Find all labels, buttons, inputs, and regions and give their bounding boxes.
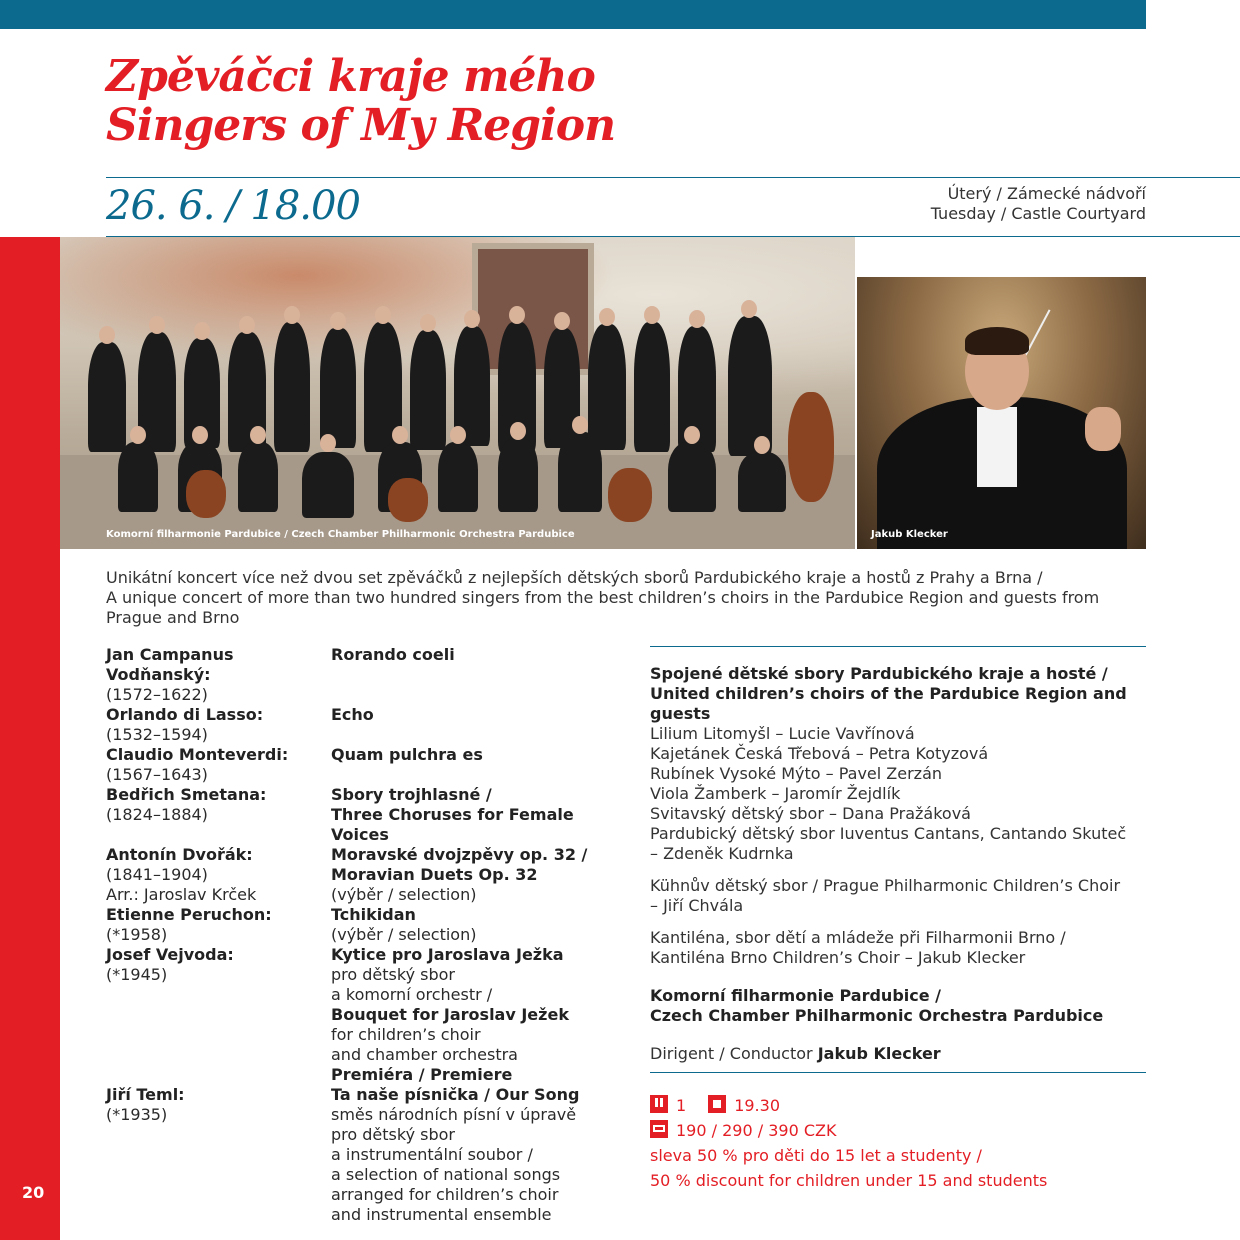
program-row — [106, 1065, 631, 1085]
intro-cz: Unikátní koncert více než dvou set zpěváčků z nejlepších dětských sborů Pardubického kraje a hostů z Prahy a Brna / — [106, 568, 1043, 587]
wheelchair-icon — [650, 1095, 668, 1113]
page-title — [106, 52, 615, 150]
info-row-time — [650, 1093, 1146, 1118]
conductor-hand — [1085, 407, 1121, 451]
top-color-bar — [0, 0, 1146, 29]
program-row — [106, 925, 631, 945]
work-cell: a komorní orchestr / — [331, 985, 493, 1004]
composer-cell: Antonín Dvořák: — [106, 845, 253, 864]
event-venue — [931, 184, 1146, 224]
program-row — [106, 965, 631, 985]
info-row-prices — [650, 1118, 1146, 1143]
brno-choir-line1: Kantiléna, sbor dětí a mládeže při Filharmonii Brno / — [650, 928, 1066, 947]
intro-en: A unique concert of more than two hundred singers from the best children’s choirs in the Pardubice Region and guests from Prague and Brno — [106, 588, 1100, 627]
program-row — [106, 905, 631, 925]
event-datetime: 26. 6. / 18.00 — [106, 183, 360, 229]
composer-cell: Orlando di Lasso: — [106, 705, 264, 724]
conductor-caption: Jakub Klecker — [871, 529, 948, 540]
composer-cell: (1841–1904) — [106, 865, 208, 884]
composer-cell — [106, 1165, 331, 1185]
work-cell: směs národních písní v úpravě — [331, 1105, 577, 1124]
work-cell: Bouquet for Jaroslav Ježek — [331, 1005, 569, 1024]
venue-cz: Úterý / Zámecké nádvoří — [947, 184, 1146, 203]
composer-cell: Jiří Teml: — [106, 1085, 185, 1104]
work-cell: (výběr / selection) — [331, 885, 477, 904]
work-cell: for children’s choir — [331, 1025, 481, 1044]
program-row — [106, 1005, 631, 1025]
performers — [650, 664, 1146, 1064]
composer-cell — [106, 1185, 331, 1205]
title-en: Singers of My Region — [106, 100, 616, 151]
composer-cell — [106, 985, 331, 1005]
composer-cell: (1572–1622) — [106, 685, 208, 704]
program-row — [106, 705, 631, 725]
composer-cell — [106, 1065, 331, 1085]
intro-text — [106, 568, 1146, 628]
ticket-info — [650, 1093, 1146, 1193]
work-cell: pro dětský sbor — [331, 965, 455, 984]
program-row — [106, 985, 631, 1005]
choir-item: Svitavský dětský sbor – Dana Pražáková — [650, 804, 971, 823]
work-cell: Three Choruses for Female Voices — [331, 805, 574, 844]
orchestra-name-en: Czech Chamber Philharmonic Orchestra Pardubice — [650, 1006, 1104, 1025]
conductor-name: Jakub Klecker — [817, 1044, 941, 1063]
composer-cell: (1824–1884) — [106, 805, 208, 824]
work-cell: a instrumentální soubor / — [331, 1145, 533, 1164]
divider-performers — [650, 646, 1146, 647]
choir-item: Viola Žamberk – Jaromír Žejdlík — [650, 784, 901, 803]
prague-choir-line2: – Jiří Chvála — [650, 896, 744, 915]
composer-cell: Jan Campanus Vodňanský: — [106, 645, 234, 684]
program-row — [106, 725, 631, 745]
conductor-label: Dirigent / Conductor — [650, 1044, 813, 1063]
composer-cell — [106, 1145, 331, 1165]
program-row — [106, 1025, 631, 1045]
work-cell: Rorando coeli — [331, 645, 455, 664]
program-row — [106, 765, 631, 785]
work-cell: Echo — [331, 705, 374, 724]
work-cell: Moravské dvojzpěvy op. 32 / — [331, 845, 588, 864]
orchestra-name-cz: Komorní filharmonie Pardubice / — [650, 986, 942, 1005]
choir-item: – Zdeněk Kudrnka — [650, 844, 794, 863]
performers-heading-en: United children’s choirs of the Pardubice Region and guests — [650, 684, 1127, 723]
work-cell: and chamber orchestra — [331, 1045, 518, 1064]
choir-item: Pardubický dětský sbor Iuventus Cantans, Cantando Skuteč — [650, 824, 1127, 843]
program-row — [106, 1125, 631, 1145]
program-row — [106, 1085, 631, 1105]
composer-cell: (1532–1594) — [106, 725, 208, 744]
conductor-photo — [857, 277, 1146, 549]
program-row — [106, 1165, 631, 1185]
program-row — [106, 1145, 631, 1165]
work-cell: Quam pulchra es — [331, 745, 483, 764]
orchestra-caption: Komorní filharmonie Pardubice / Czech Chamber Philharmonic Orchestra Pardubice — [106, 529, 575, 540]
discount-en: 50 % discount for children under 15 and students — [650, 1171, 1048, 1190]
work-cell: Kytice pro Jaroslava Ježka — [331, 945, 564, 964]
program-row — [106, 1105, 631, 1125]
program-row — [106, 1205, 631, 1225]
program-row — [106, 1045, 631, 1065]
program-row — [106, 1185, 631, 1205]
composer-cell: Claudio Monteverdi: — [106, 745, 289, 764]
program-row — [106, 645, 631, 685]
program-row — [106, 865, 631, 885]
side-red-bar — [0, 237, 60, 1240]
conductor-line — [650, 1044, 1146, 1064]
composer-cell: (*1935) — [106, 1105, 168, 1124]
work-cell: pro dětský sbor — [331, 1125, 455, 1144]
discount-cz: sleva 50 % pro děti do 15 let a studenty / — [650, 1146, 982, 1165]
end-time: 19.30 — [734, 1096, 780, 1115]
composer-cell — [106, 1125, 331, 1145]
composer-cell: Arr.: Jaroslav Krček — [106, 885, 257, 904]
venue-en: Tuesday / Castle Courtyard — [930, 204, 1146, 223]
program-list — [106, 645, 631, 1225]
work-cell: (výběr / selection) — [331, 925, 477, 944]
title-cz: Zpěváčci kraje mého — [106, 51, 595, 102]
work-cell: Sbory trojhlasné / — [331, 785, 492, 804]
composer-cell: Etienne Peruchon: — [106, 905, 272, 924]
program-row — [106, 805, 631, 845]
musicians-group — [88, 292, 828, 522]
performers-heading-cz: Spojené dětské sbory Pardubického kraje a hosté / — [650, 664, 1108, 683]
program-row — [106, 685, 631, 705]
work-cell: Ta naše písnička / Our Song — [331, 1085, 580, 1104]
choir-item: Kajetánek Česká Třebová – Petra Kotyzová — [650, 744, 989, 763]
composer-cell: (*1958) — [106, 925, 168, 944]
work-cell: Moravian Duets Op. 32 — [331, 865, 538, 884]
conductor-hair — [965, 327, 1029, 355]
divider-top — [106, 177, 1240, 178]
composer-cell — [106, 1025, 331, 1045]
work-cell: Tchikidan — [331, 905, 416, 924]
brno-choir-line2: Kantiléna Brno Children’s Choir – Jakub Klecker — [650, 948, 1026, 967]
page-number: 20 — [22, 1183, 45, 1202]
work-cell: and instrumental ensemble — [331, 1205, 552, 1224]
ticket-prices: 190 / 290 / 390 CZK — [676, 1121, 837, 1140]
conductor-shirt — [977, 407, 1017, 487]
work-cell: arranged for children’s choir — [331, 1185, 559, 1204]
work-cell — [331, 725, 631, 745]
composer-cell: Bedřich Smetana: — [106, 785, 267, 804]
composer-cell: (*1945) — [106, 965, 168, 984]
choir-item: Lilium Litomyšl – Lucie Vavřínová — [650, 724, 915, 743]
work-cell — [331, 685, 631, 705]
prague-choir-line1: Kühnův dětský sbor / Prague Philharmonic Children’s Choir — [650, 876, 1121, 895]
program-row — [106, 885, 631, 905]
choir-list — [650, 724, 1146, 864]
clock-end-icon — [708, 1095, 726, 1113]
composer-cell: Josef Vejvoda: — [106, 945, 234, 964]
ticket-icon — [650, 1120, 668, 1138]
program-row — [106, 745, 631, 765]
program-row — [106, 785, 631, 805]
composer-cell: (1567–1643) — [106, 765, 208, 784]
program-row — [106, 845, 631, 865]
choir-item: Rubínek Vysoké Mýto – Pavel Zerzán — [650, 764, 943, 783]
composer-cell — [106, 1205, 331, 1225]
accessibility-value: 1 — [676, 1096, 687, 1115]
program-row — [106, 945, 631, 965]
divider-info — [650, 1072, 1146, 1073]
orchestra-photo — [60, 237, 855, 549]
work-cell: a selection of national songs — [331, 1165, 561, 1184]
work-cell — [331, 765, 631, 785]
work-cell: Premiéra / Premiere — [331, 1065, 513, 1084]
composer-cell — [106, 1005, 331, 1025]
composer-cell — [106, 1045, 331, 1065]
